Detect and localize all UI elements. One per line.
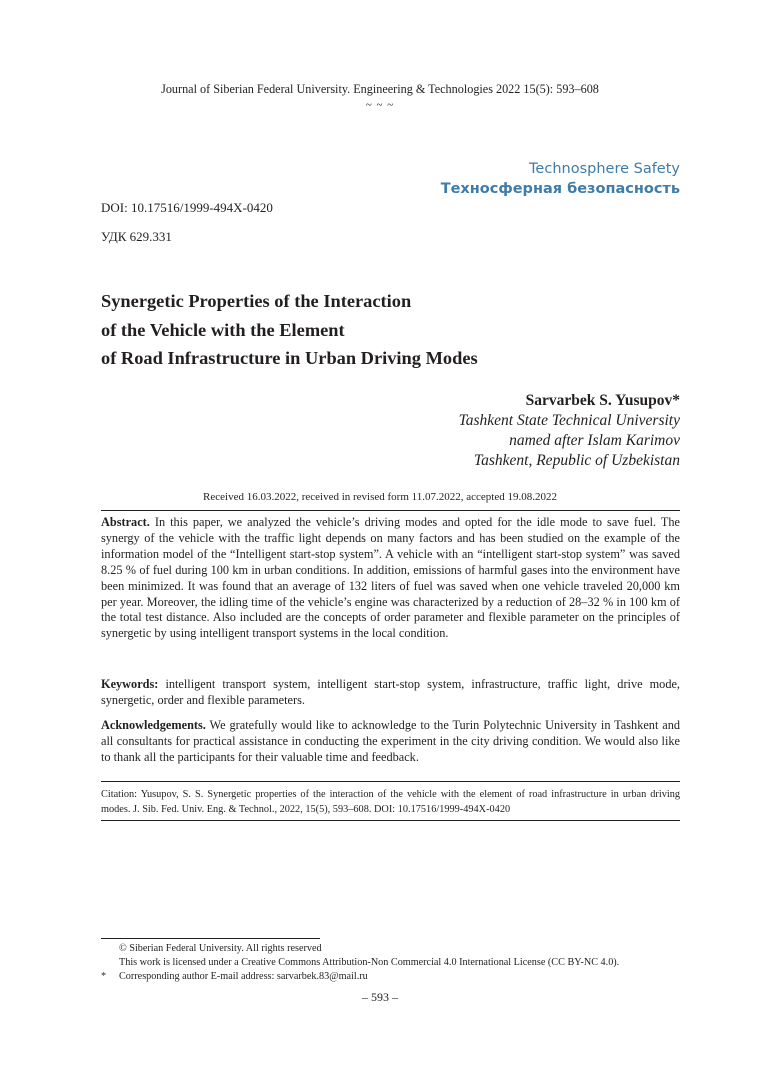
citation: Citation: Yusupov, S. S. Synergetic properties of the interaction of the vehicle with the element of road infrastructure in urban driving modes. J. Sib. Fed. Univ. Eng. & Technol., 2022, 15(5), 593–608. DOI: 10.17516/1999-494X-0420 [101,789,680,815]
footnote-corresponding: Corresponding author E-mail address: sarvarbek.83@mail.ru [119,971,368,982]
title-line-1: Synergetic Properties of the Interaction [101,291,412,311]
acknowledgements-label: Acknowledgements. [101,718,206,732]
affiliation-line-3: Tashkent, Republic of Uzbekistan [473,452,680,469]
section-title-en: Technosphere Safety [529,161,680,177]
keywords-text: intelligent transport system, intelligent start-stop system, infrastructure, traffic light, drive mode, synergetic, order and flexible parameters. [101,677,681,707]
footnote-copyright: © Siberian Federal University. All rights reserved [119,943,322,954]
section-heading [441,159,680,199]
abstract [101,515,680,642]
keywords-label: Keywords: [101,677,159,691]
footnote-star: * [101,971,107,982]
divider-citation-top [101,781,680,782]
journal-header: Journal of Siberian Federal University. Engineering & Technologies 2022 15(5): 593–608 [161,82,599,96]
abstract-text: In this paper, we analyzed the vehicle’s driving modes and opted for the idle mode to save fuel. The synergy of the vehicle with the traffic light depends on many factors and has been studied on the example of the information model of the “Intelligent start-stop system”. A vehicle with an “intelligent start-stop system” was saved 8.25 % of fuel during 100 km in urban conditions. In addition, emissions of harmful gases into the environment have been minimized. It was found that an average of 132 liters of fuel was saved when one vehicle traveled 20,000 km per year. Moreover, the idling time of the vehicle’s engine was characterized by a reduction of 28–32 % in 100 km of the total test distance. Also included are the concepts of order parameter and flexible parameter on the principles of synergetic by using intelligent transport systems in the local condition. [101,515,680,641]
divider-top [101,510,680,511]
divider-citation-bottom [101,820,680,821]
doi: DOI: 10.17516/1999-494X-0420 [101,200,273,215]
paper-title [101,287,661,373]
title-line-2: of the Vehicle with the Element [101,319,345,340]
author-block [459,391,680,471]
page-number: – 593 – [362,990,398,1004]
header-ornament: ~ ~ ~ [365,99,395,111]
abstract-label: Abstract. [101,515,150,529]
received-dates: Received 16.03.2022, received in revised form 11.07.2022, accepted 19.08.2022 [203,491,557,503]
acknowledgements [101,718,680,766]
title-line-3: of Road Infrastructure in Urban Driving Modes [101,348,478,368]
footnote-license: This work is licensed under a Creative Commons Attribution-Non Commercial 4.0 International License (CC BY-NC 4.0). [119,957,620,968]
footnote-rule [101,938,320,939]
acknowledgements-text: We gratefully would like to acknowledge to the Turin Polytechnic University in Tashkent and all consultants for practical assistance in conducting the experiment in the city driving condition. We would also like to thank all the participants for their valuable time and feedback. [101,718,681,764]
author-name: Sarvarbek S. Yusupov* [525,392,680,409]
section-title-ru: Техносферная безопасность [440,181,680,197]
udk: УДК 629.331 [101,229,172,244]
affiliation-line-1: Tashkent State Technical University [458,412,680,429]
affiliation-line-2: named after Islam Karimov [509,432,680,449]
keywords [101,677,680,709]
